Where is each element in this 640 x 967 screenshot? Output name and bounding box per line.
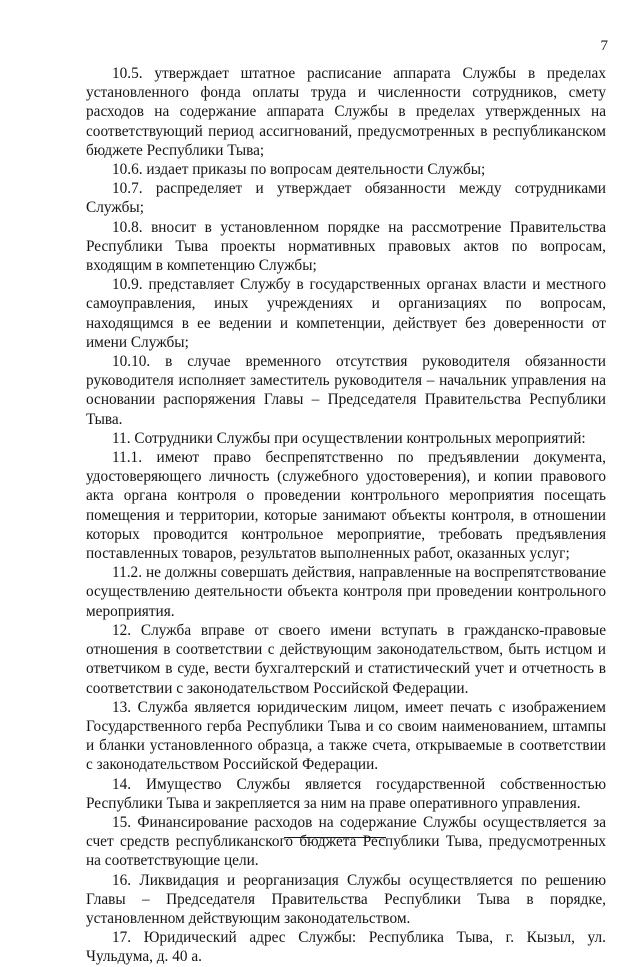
paragraph-14: 14. Имущество Службы является государственной собственностью Республики Тыва и закрепляется за ним на праве оперативного управления. (86, 775, 606, 812)
paragraph-17: 17. Юридический адрес Службы: Республика Тыва, г. Кызыл, ул. Чульдума, д. 40 а. (86, 929, 606, 966)
paragraph-10-9: 10.9. представляет Службу в государственных органах власти и местного самоуправления, иных учреждениях и организациях по вопросам, находящимся в ее ведении и компетенции, действует без доверенности от имени Службы; (86, 276, 606, 351)
paragraph-11-2: 11.2. не должны совершать действия, направленные на воспрепятствование осуществлению деятельности объекта контроля при проведении контрольного мероприятия. (86, 564, 606, 620)
paragraph-10-7: 10.7. распределяет и утверждает обязанности между сотрудниками Службы; (86, 180, 606, 217)
paragraph-10-10: 10.10. в случае временного отсутствия руководителя обязанности руководителя исполняет заместитель руководителя – начальник управления на основании распоряжения Главы – Председателя Правительства Республики Тыва. (86, 353, 606, 428)
end-of-document-rule (284, 837, 386, 838)
paragraph-10-8: 10.8. вносит в установленном порядке на рассмотрение Правительства Республики Тыва проекты нормативных правовых актов по вопросам, входящим в компетенцию Службы; (86, 218, 606, 275)
paragraph-11: 11. Сотрудники Службы при осуществлении контрольных мероприятий: (112, 429, 586, 447)
paragraph-10-6: 10.6. издает приказы по вопросам деятельности Службы; (112, 161, 486, 179)
paragraph-12: 12. Служба вправе от своего имени вступать в гражданско-правовые отношения в соответствии с действующим законодательством, быть истцом и ответчиком в суде, вести бухгалтерский и статистический учет и отчетность в соответствии с законодательством Российской Федерации. (86, 621, 606, 697)
document-body (86, 64, 606, 967)
paragraph-16: 16. Ликвидация и реорганизация Службы осуществляется по решению Главы – Председателя Правительства Республики Тыва в порядке, установленном действующим законодательством. (86, 871, 606, 927)
paragraph-13: 13. Служба является юридическим лицом, имеет печать с изображением Государственного герба Республики Тыва и со своим наименованием, штампы и бланки установленного образца, а также счета, открываемые в соответствии с законодательством Российской Федерации. (86, 698, 606, 774)
paragraph-10-5: 10.5. утверждает штатное расписание аппарата Службы в пределах установленного фонда оплаты труда и численности сотрудников, смету расходов на содержание аппарата Службы в пределах утвержденных на соответствующий период ассигнований, предусмотренных в республиканском бюджете Республики Тыва; (86, 65, 606, 159)
page-number: 7 (600, 38, 608, 54)
paragraph-11-1: 11.1. имеют право беспрепятственно по предъявлении документа, удостоверяющего личность (служебного удостоверения), и копии правового акта органа контроля о проведении контрольного мероприятия посещать помещения и территории, которые занимают объекты контроля, в отношении которых проводится контрольное мероприятие, требовать предъявления поставленных товаров, результатов выполненных работ, оказанных услуг; (86, 449, 606, 563)
paragraph-15: 15. Финансирование расходов на содержание Службы осуществляется за счет средств республиканского бюджета Республики Тыва, предусмотренных на соответствующие цели. (86, 813, 606, 870)
